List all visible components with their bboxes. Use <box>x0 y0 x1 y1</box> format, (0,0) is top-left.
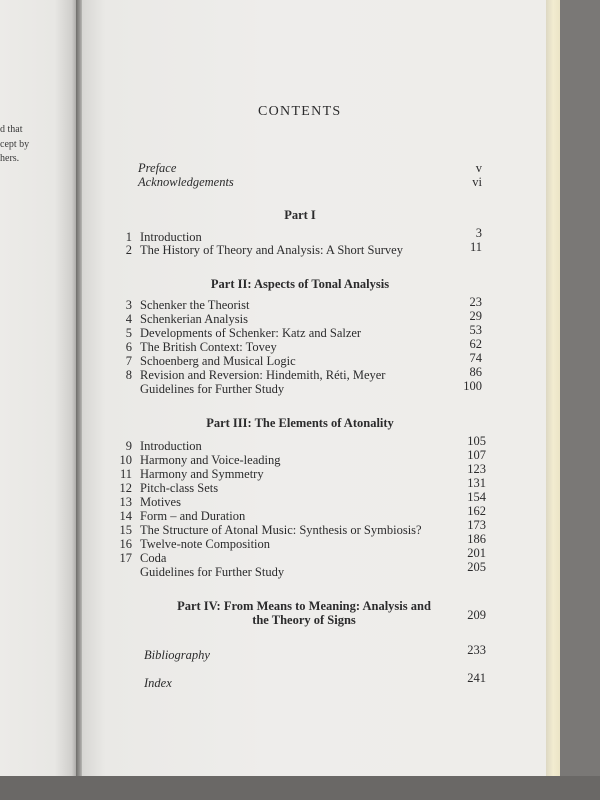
toc-page-number: 205 <box>467 560 486 574</box>
chapter-number: 1 <box>125 230 132 244</box>
chapter-number: 13 <box>119 495 132 509</box>
toc-page-number: 186 <box>467 532 486 546</box>
toc-entry-title: The Structure of Atonal Music: Synthesis or Symbiosis? <box>140 523 422 537</box>
toc-entry-title: Revision and Reversion: Hindemith, Réti, Meyer <box>140 368 386 382</box>
toc-page-number: 3 <box>475 226 482 240</box>
chapter-number: 14 <box>119 509 132 523</box>
chapter-number: 4 <box>125 312 132 326</box>
toc-entry-title: Bibliography <box>144 648 210 662</box>
part-heading: the Theory of Signs <box>252 613 356 627</box>
toc-entry-title: Guidelines for Further Study <box>140 382 285 396</box>
chapter-number: 11 <box>119 467 132 481</box>
toc-entry-title: The British Context: Tovey <box>140 340 277 354</box>
chapter-number: 9 <box>125 439 132 453</box>
left-page-text: d that <box>0 124 23 135</box>
chapter-number: 15 <box>119 523 132 537</box>
toc-page-number: 173 <box>467 518 486 532</box>
toc-page-number: 131 <box>467 476 486 490</box>
left-page-text: cept by <box>0 139 30 150</box>
toc-page-number: 62 <box>469 337 482 351</box>
toc-page-number: 201 <box>467 546 486 560</box>
toc-entry-title: Developments of Schenker: Katz and Salzer <box>140 326 362 340</box>
toc-entry-title: Schoenberg and Musical Logic <box>140 354 296 368</box>
toc-page-number: 107 <box>467 448 486 462</box>
chapter-number: 10 <box>119 453 132 467</box>
toc-page-number: 74 <box>469 351 482 365</box>
toc-entry-title: Introduction <box>140 439 202 453</box>
toc-page-number: 105 <box>467 434 486 448</box>
toc-page-number: 123 <box>467 462 486 476</box>
toc-page-number: 53 <box>469 323 482 337</box>
left-page-text: hers. <box>0 153 20 164</box>
contents-heading: CONTENTS <box>258 104 342 119</box>
toc-entry-title: Twelve-note Composition <box>140 537 271 551</box>
toc-page-number: 162 <box>467 504 486 518</box>
part-heading: Part III: The Elements of Atonality <box>206 416 394 430</box>
toc-entry-title: Index <box>144 676 172 690</box>
part-heading: Part II: Aspects of Tonal Analysis <box>210 277 390 291</box>
background <box>560 0 600 800</box>
chapter-number: 8 <box>125 368 132 382</box>
toc-entry-title: Preface <box>138 161 177 175</box>
toc-entry-title: The History of Theory and Analysis: A Short Survey <box>140 243 403 257</box>
toc-page-number: 233 <box>467 643 486 657</box>
toc-page-number: vi <box>472 175 482 189</box>
chapter-number: 5 <box>125 326 132 340</box>
toc-entry-title: Form – and Duration <box>140 509 246 523</box>
toc-page-number: 86 <box>469 365 482 379</box>
toc-entry-title: Coda <box>140 551 167 565</box>
toc-page-number: 100 <box>463 379 482 393</box>
toc-page-number: v <box>475 161 482 175</box>
toc-page-number: 23 <box>469 295 482 309</box>
toc-entry-title: Acknowledgements <box>138 175 234 189</box>
toc-entry-title: Motives <box>140 495 181 509</box>
part-heading: Part IV: From Means to Meaning: Analysis and <box>177 599 431 613</box>
toc-entry-title: Schenker the Theorist <box>140 298 250 312</box>
chapter-number: 6 <box>125 340 132 354</box>
chapter-number: 16 <box>119 537 132 551</box>
chapter-number: 17 <box>119 551 132 565</box>
chapter-number: 2 <box>125 243 132 257</box>
chapter-number: 12 <box>119 481 132 495</box>
toc-entry-title: Harmony and Voice-leading <box>140 453 281 467</box>
toc-page-number: 154 <box>467 490 486 504</box>
part-heading: Part I <box>284 208 316 222</box>
toc-page-number: 29 <box>469 309 482 323</box>
toc-page-number: 209 <box>467 608 486 622</box>
toc-entry-title: Pitch-class Sets <box>140 481 219 495</box>
toc-entry-title: Introduction <box>140 230 202 244</box>
left-page <box>0 0 78 778</box>
toc-entry-title: Harmony and Symmetry <box>140 467 264 481</box>
chapter-number: 3 <box>125 298 132 312</box>
toc-entry-title: Guidelines for Further Study <box>140 565 285 579</box>
background <box>0 776 600 800</box>
toc-page-number: 11 <box>469 240 482 254</box>
chapter-number: 7 <box>125 354 132 368</box>
toc-entry-title: Schenkerian Analysis <box>140 312 248 326</box>
toc-page-number: 241 <box>467 671 486 685</box>
